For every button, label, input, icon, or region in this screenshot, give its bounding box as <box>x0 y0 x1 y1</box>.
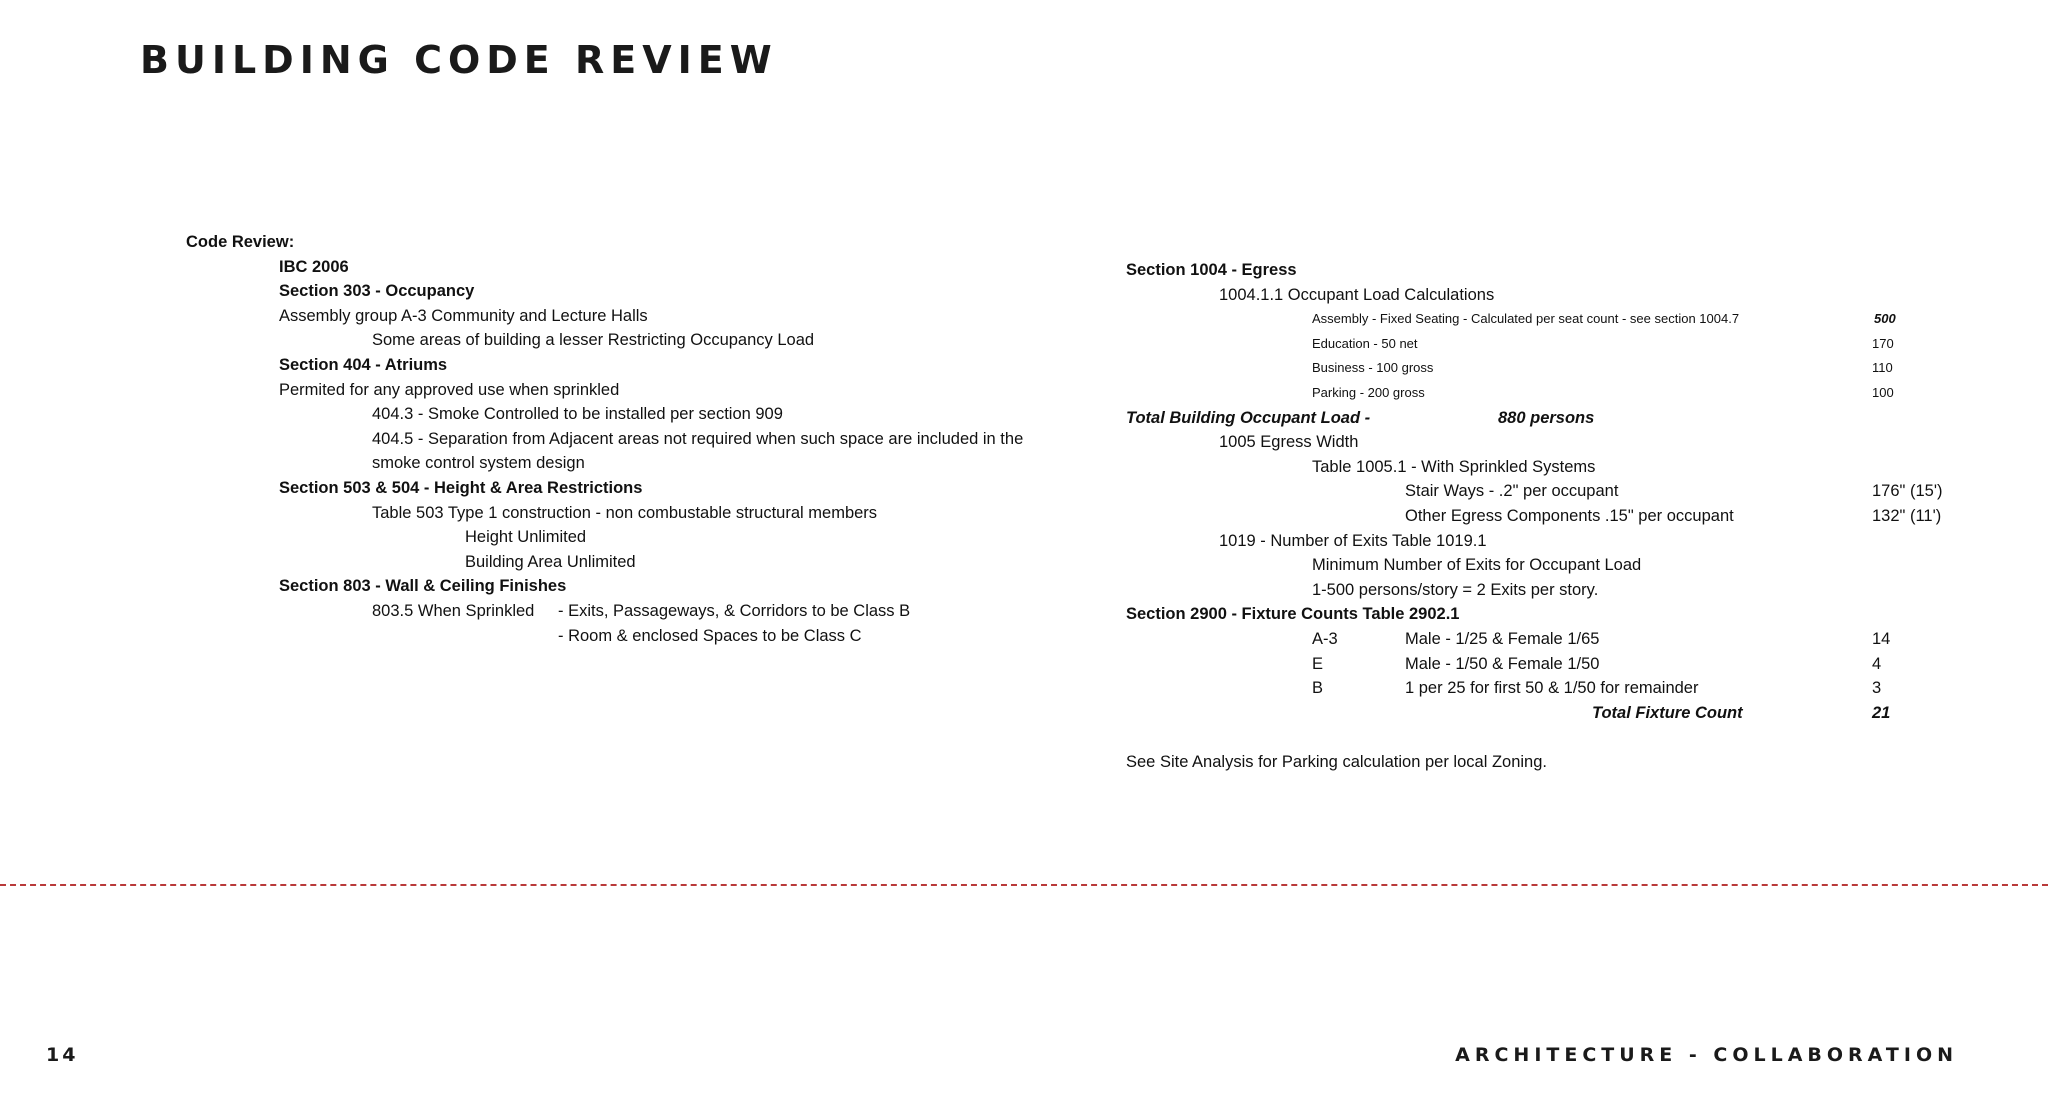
section-803-5-label: 803.5 When Sprinkled <box>372 601 535 620</box>
total-occupant-load-value: 880 persons <box>1498 408 1595 427</box>
code-review-left-column <box>186 230 1086 648</box>
other-egress-value: 132" (11') <box>1872 506 1942 525</box>
section-1004-heading: Section 1004 - Egress <box>1126 261 1297 279</box>
min-exits-text: Minimum Number of Exits for Occupant Load <box>1312 556 1642 575</box>
footer-section-title: ARCHITECTURE - COLLABORATION <box>1455 1044 1958 1066</box>
exits-class-text: - Exits, Passageways, & Corridors to be Class B <box>558 601 911 620</box>
load-row <box>1126 381 2006 406</box>
load-value: 170 <box>1872 335 1894 351</box>
fixture-count: 3 <box>1872 679 1882 698</box>
ibc-label: IBC 2006 <box>279 257 349 276</box>
height-limit-text: Height Unlimited <box>465 528 587 547</box>
section-404-3-text: 404.3 - Smoke Controlled to be installed per section 909 <box>372 405 783 424</box>
fixture-total-row <box>1126 701 2006 726</box>
section-803-heading: Section 803 - Wall & Ceiling Finishes <box>279 577 567 596</box>
fixture-total-label: Total Fixture Count <box>1592 703 1743 722</box>
section-503-heading: Section 503 & 504 - Height & Area Restrictions <box>279 478 643 497</box>
spacer <box>1126 725 2006 750</box>
assembly-group-text: Assembly group A-3 Community and Lecture Halls <box>279 306 648 325</box>
atrium-permitted-text: Permited for any approved use when sprinkled <box>279 380 620 399</box>
other-egress-label: Other Egress Components .15" per occupant <box>1405 506 1734 525</box>
code-review-right-column <box>1126 258 2006 774</box>
load-label: Assembly - Fixed Seating - Calculated per seat count - see section 1004.7 <box>1312 311 1740 327</box>
rooms-class-text: - Room & enclosed Spaces to be Class C <box>558 626 862 645</box>
section-404-5-text: 404.5 - Separation from Adjacent areas not required when such space are included in the <box>372 429 1024 448</box>
fixture-row <box>1126 627 2006 652</box>
total-occupant-load-row <box>1126 406 2006 431</box>
fixture-row <box>1126 676 2006 701</box>
load-value: 110 <box>1872 360 1893 376</box>
table-1005-1-text: Table 1005.1 - With Sprinkled Systems <box>1312 457 1596 476</box>
section-303-heading: Section 303 - Occupancy <box>279 282 475 301</box>
fixture-desc: 1 per 25 for first 50 & 1/50 for remainder <box>1405 679 1699 698</box>
number-of-exits-heading: 1019 - Number of Exits Table 1019.1 <box>1219 531 1487 550</box>
page-title: BUILDING CODE REVIEW <box>140 38 778 82</box>
stairway-row <box>1126 479 2006 504</box>
exits-per-story-text: 1-500 persons/story = 2 Exits per story. <box>1312 580 1599 599</box>
page-number: 14 <box>46 1044 79 1066</box>
load-value: 100 <box>1872 384 1894 400</box>
total-occupant-load-label: Total Building Occupant Load - <box>1126 408 1371 427</box>
code-review-heading: Code Review: <box>186 233 295 251</box>
occupant-load-calc-heading: 1004.1.1 Occupant Load Calculations <box>1219 285 1495 304</box>
fixture-desc: Male - 1/50 & Female 1/50 <box>1405 654 1600 673</box>
fixture-total-value: 21 <box>1872 703 1891 722</box>
load-label: Business - 100 gross <box>1312 360 1434 376</box>
section-404-5-continued: smoke control system design <box>372 454 585 473</box>
area-limit-text: Building Area Unlimited <box>465 552 636 571</box>
table-503-text: Table 503 Type 1 construction - non combustable structural members <box>372 503 878 522</box>
stairway-label: Stair Ways - .2" per occupant <box>1405 482 1619 501</box>
finish-row-rooms <box>186 624 1086 649</box>
dashed-divider <box>0 884 2048 886</box>
fixture-desc: Male - 1/25 & Female 1/65 <box>1405 629 1600 648</box>
fixture-group: E <box>1312 654 1324 673</box>
site-analysis-note: See Site Analysis for Parking calculation per local Zoning. <box>1126 752 1547 771</box>
load-row <box>1126 332 2006 357</box>
stairway-value: 176" (15') <box>1872 482 1943 501</box>
occupancy-note: Some areas of building a lesser Restricting Occupancy Load <box>372 331 815 350</box>
load-row <box>1126 356 2006 381</box>
fixture-group: B <box>1312 679 1324 698</box>
load-label: Parking - 200 gross <box>1312 384 1425 400</box>
section-2900-heading: Section 2900 - Fixture Counts Table 2902.1 <box>1126 605 1460 624</box>
egress-width-heading: 1005 Egress Width <box>1219 433 1359 452</box>
load-label: Education - 50 net <box>1312 335 1418 351</box>
fixture-row <box>1126 652 2006 677</box>
fixture-group: A-3 <box>1312 629 1338 648</box>
load-value: 500 <box>1874 311 1896 327</box>
other-egress-row <box>1126 504 2006 529</box>
finish-row-exits <box>186 599 1086 624</box>
fixture-count: 14 <box>1872 629 1891 648</box>
load-row <box>1126 307 2006 332</box>
fixture-count: 4 <box>1872 654 1882 673</box>
section-404-heading: Section 404 - Atriums <box>279 355 448 374</box>
